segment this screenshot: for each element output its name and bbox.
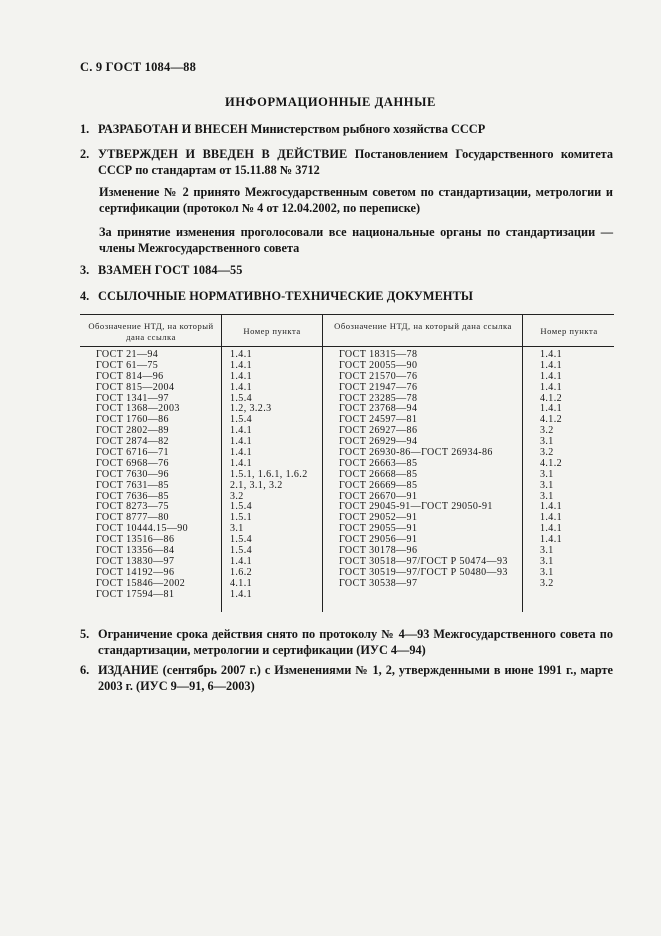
ref-point: 1.4.1 xyxy=(540,534,562,546)
ref-point: 3.1 xyxy=(540,555,554,567)
ref-point: 3.1 xyxy=(540,468,554,480)
left-doc-column xyxy=(96,350,188,600)
ref-doc: ГОСТ 6968—76 xyxy=(96,457,169,469)
ref-point: 1.4.1 xyxy=(540,512,562,524)
ref-point: 3.2 xyxy=(540,577,554,589)
ref-point: 1.5.4 xyxy=(230,392,252,404)
table-divider xyxy=(522,314,523,612)
ref-doc: ГОСТ 21—94 xyxy=(96,349,159,360)
ref-doc: ГОСТ 26668—85 xyxy=(339,468,418,480)
ref-doc: ГОСТ 7636—85 xyxy=(96,490,169,502)
table-divider xyxy=(322,314,323,612)
header-point-right: Номер пункта xyxy=(540,326,598,336)
ref-point: 1.5.4 xyxy=(230,545,252,557)
item-lead: ССЫЛОЧНЫЕ НОРМАТИВНО-ТЕХНИЧЕСКИЕ ДОКУМЕНТЫ xyxy=(98,289,474,303)
ref-doc: ГОСТ 814—96 xyxy=(96,370,164,382)
ref-point: 3.2 xyxy=(230,490,244,502)
item-4 xyxy=(80,288,613,304)
ref-doc: ГОСТ 6716—71 xyxy=(96,447,169,459)
ref-point: 1.4.1 xyxy=(230,381,252,393)
ref-doc: ГОСТ 13516—86 xyxy=(96,534,175,546)
ref-point: 4.1.2 xyxy=(540,392,562,404)
table-top-rule xyxy=(80,314,614,315)
ref-point: 1.2, 3.2.3 xyxy=(230,403,272,415)
ref-point: 1.4.1 xyxy=(540,381,562,393)
ref-point: 1.4.1 xyxy=(540,359,562,371)
ref-doc: ГОСТ 26927—86 xyxy=(339,425,418,437)
ref-doc: ГОСТ 23285—78 xyxy=(339,392,418,404)
ref-doc: ГОСТ 24597—81 xyxy=(339,414,418,426)
table-divider xyxy=(221,314,222,612)
ref-point: 4.1.2 xyxy=(540,414,562,426)
ref-point: 1.4.1 xyxy=(540,523,562,535)
item-number: 5. xyxy=(80,627,90,641)
item-body xyxy=(98,146,613,178)
ref-point: 1.5.4 xyxy=(230,534,252,546)
item-number: 6. xyxy=(80,663,90,677)
item-text: Министерством рыбного хозяйства СССР xyxy=(250,122,486,136)
ref-doc: ГОСТ 2874—82 xyxy=(96,436,169,448)
ref-doc: ГОСТ 1368—2003 xyxy=(96,403,180,415)
ref-point: 1.4.1 xyxy=(540,403,562,415)
ref-point: 4.1.1 xyxy=(230,577,252,589)
item-lead: РАЗРАБОТАН И ВНЕСЕН xyxy=(98,122,248,136)
ref-doc: ГОСТ 20055—90 xyxy=(339,359,418,371)
item-body xyxy=(98,662,613,694)
table-header-rule xyxy=(80,346,614,347)
ref-doc: ГОСТ 7630—96 xyxy=(96,468,169,480)
right-doc-column xyxy=(339,350,508,590)
ref-doc: ГОСТ 61—75 xyxy=(96,359,159,371)
ref-doc: ГОСТ 10444.15—90 xyxy=(96,523,189,535)
item-6 xyxy=(80,662,613,696)
right-point-column xyxy=(540,350,562,590)
left-point-column xyxy=(230,350,308,600)
ref-point: 1.4.1 xyxy=(230,349,252,360)
ref-doc: ГОСТ 8273—75 xyxy=(96,501,169,513)
ref-point: 3.1 xyxy=(540,479,554,491)
ref-doc: ГОСТ 14192—96 xyxy=(96,566,175,578)
reference-table xyxy=(80,314,614,612)
ref-point: 1.4.1 xyxy=(540,349,562,360)
ref-point: 1.4.1 xyxy=(540,501,562,513)
ref-doc: ГОСТ 7631—85 xyxy=(96,479,169,491)
header-doc-left: Обозначение НТД, на который дана ссылка xyxy=(88,321,214,342)
ref-doc: ГОСТ 30518—97/ГОСТ Р 50474—93 xyxy=(339,555,508,567)
voting-note: За принятие изменения проголосовали все национальные органы по стандартизации — члены Межгосударственного совета xyxy=(99,225,613,255)
ref-point: 2.1, 3.1, 3.2 xyxy=(230,479,283,491)
ref-doc: ГОСТ 8777—80 xyxy=(96,512,169,524)
ref-point: 1.4.1 xyxy=(230,436,252,448)
ref-point: 1.4.1 xyxy=(230,425,252,437)
ref-doc: ГОСТ 21947—76 xyxy=(339,381,418,393)
ref-doc: ГОСТ 15846—2002 xyxy=(96,577,186,589)
ref-point: 1.4.1 xyxy=(230,588,252,600)
ref-point: 1.5.1 xyxy=(230,512,252,524)
page-title: ИНФОРМАЦИОННЫЕ ДАННЫЕ xyxy=(225,95,436,109)
item-2 xyxy=(80,146,613,180)
ref-doc: ГОСТ 23768—94 xyxy=(339,403,418,415)
ref-doc: ГОСТ 13830—97 xyxy=(96,555,175,567)
ref-doc: ГОСТ 2802—89 xyxy=(96,425,169,437)
ref-point: 3.2 xyxy=(540,425,554,437)
ref-point: 3.1 xyxy=(540,436,554,448)
ref-point: 1.4.1 xyxy=(230,447,252,459)
item-lead: ВЗАМЕН ГОСТ 1084—55 xyxy=(98,263,243,277)
item-text: Постановлением Государственного комитета СССР по стандартам от 15.11.88 № 3712 xyxy=(98,147,613,177)
ref-doc: ГОСТ 1341—97 xyxy=(96,392,169,404)
ref-doc: ГОСТ 26669—85 xyxy=(339,479,418,491)
ref-doc: ГОСТ 1760—86 xyxy=(96,414,169,426)
ref-doc: ГОСТ 815—2004 xyxy=(96,381,175,393)
ref-point: 1.4.1 xyxy=(230,370,252,382)
item-body: Ограничение срока действия снято по протоколу № 4—93 Межгосударственного совета по стандартизации, метрологии и сертификации (ИУС 4—94) xyxy=(98,627,613,657)
item-1 xyxy=(80,121,613,137)
item-number: 1. xyxy=(80,122,90,136)
ref-point: 1.5.1, 1.6.1, 1.6.2 xyxy=(230,468,308,480)
ref-point: 3.1 xyxy=(540,490,554,502)
ref-point: 4.1.2 xyxy=(540,457,562,469)
ref-doc: ГОСТ 29055—91 xyxy=(339,523,418,535)
ref-point: 1.5.4 xyxy=(230,414,252,426)
item-lead: ИЗДАНИЕ xyxy=(98,663,159,677)
header-point-left: Номер пункта xyxy=(243,326,301,336)
ref-point: 3.1 xyxy=(540,545,554,557)
item-number: 2. xyxy=(80,147,90,161)
ref-point: 3.1 xyxy=(230,523,244,535)
ref-point: 1.4.1 xyxy=(230,457,252,469)
ref-point: 1.4.1 xyxy=(540,370,562,382)
ref-point: 1.4.1 xyxy=(230,555,252,567)
ref-doc: ГОСТ 26663—85 xyxy=(339,457,418,469)
item-text: (сентябрь 2007 г.) с Изменениями № 1, 2, утвержденными в июне 1991 г., марте 2003 г. (ИУС 9—91, 6—2003) xyxy=(98,663,613,693)
ref-point: 3.1 xyxy=(540,566,554,578)
ref-point: 3.2 xyxy=(540,447,554,459)
page-header: С. 9 ГОСТ 1084—88 xyxy=(80,60,197,74)
item-number: 4. xyxy=(80,289,90,303)
ref-doc: ГОСТ 29056—91 xyxy=(339,534,418,546)
ref-doc: ГОСТ 30519—97/ГОСТ Р 50480—93 xyxy=(339,566,508,578)
ref-doc: ГОСТ 26929—94 xyxy=(339,436,418,448)
item-3 xyxy=(80,262,613,278)
ref-doc: ГОСТ 26930-86—ГОСТ 26934-86 xyxy=(339,447,493,459)
ref-doc: ГОСТ 29045-91—ГОСТ 29050-91 xyxy=(339,501,493,513)
ref-point: 1.6.2 xyxy=(230,566,252,578)
ref-doc: ГОСТ 29052—91 xyxy=(339,512,418,524)
ref-doc: ГОСТ 21570—76 xyxy=(339,370,418,382)
item-lead: УТВЕРЖДЕН И ВВЕДЕН В ДЕЙСТВИЕ xyxy=(98,147,348,161)
item-number: 3. xyxy=(80,263,90,277)
ref-doc: ГОСТ 26670—91 xyxy=(339,490,418,502)
ref-point: 1.4.1 xyxy=(230,359,252,371)
ref-doc: ГОСТ 30178—96 xyxy=(339,545,418,557)
ref-doc: ГОСТ 18315—78 xyxy=(339,349,418,360)
ref-doc: ГОСТ 30538—97 xyxy=(339,577,418,589)
item-5 xyxy=(80,626,613,660)
header-doc-right: Обозначение НТД, на который дана ссылка xyxy=(334,321,512,331)
ref-doc: ГОСТ 17594—81 xyxy=(96,588,175,600)
ref-point: 1.5.4 xyxy=(230,501,252,513)
ref-doc: ГОСТ 13356—84 xyxy=(96,545,175,557)
amendment-note: Изменение № 2 принято Межгосударственным советом по стандартизации, метрологии и сертификации (протокол № 4 от 12.04.2002, по переписке) xyxy=(99,185,613,215)
